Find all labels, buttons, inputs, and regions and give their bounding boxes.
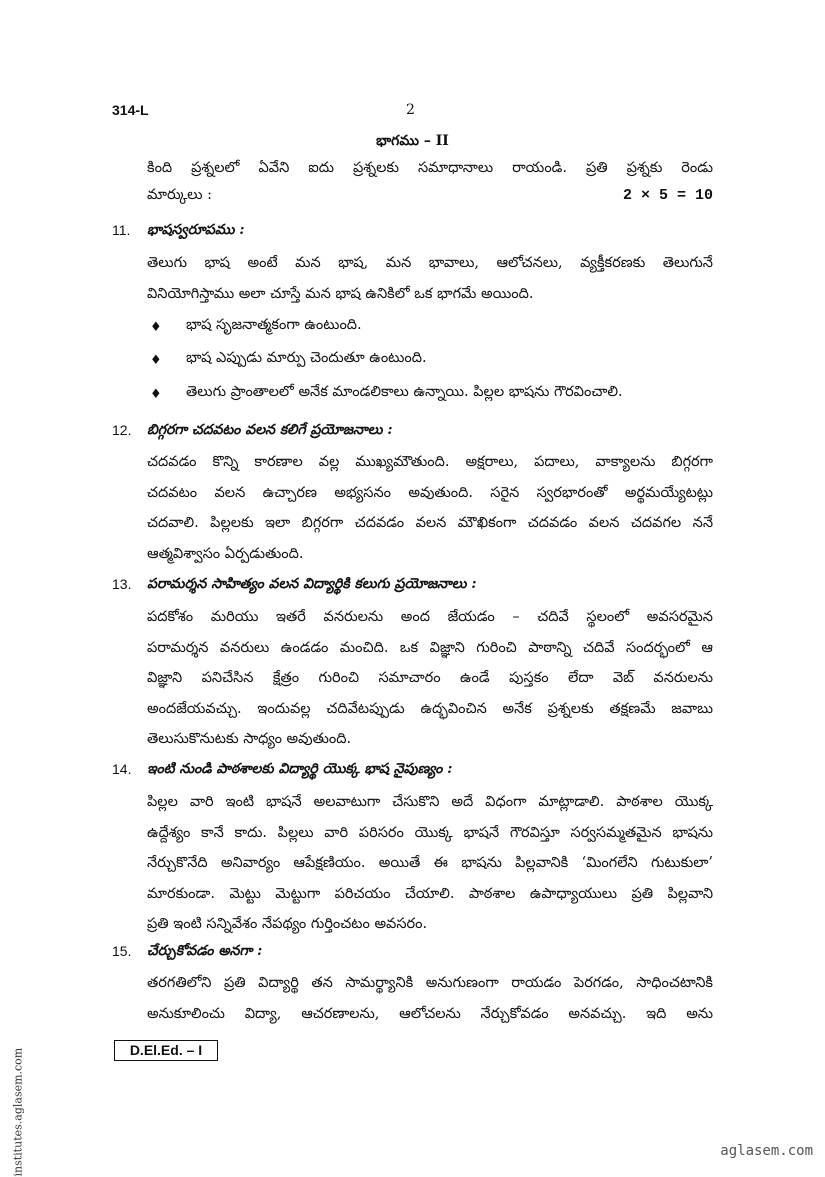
- answer-line: తెలుసుకొనుటకు సాధ్యం అవుతుంది.: [147, 731, 352, 747]
- answer-line: ఉద్దేశ్యం కానే కాదు. పిల్లలు వారి పరిసరం యొక్క భాషనే గౌరవిస్తూ సర్వసమ్మతమైన భాషను: [147, 824, 713, 841]
- answer-line: ప్రతి ఇంటి సన్నివేశం నేపథ్యం గుర్తించటం అవసరం.: [147, 916, 428, 932]
- bullet-diamond-icon: ♦: [150, 320, 162, 335]
- page-number: 2: [406, 102, 415, 118]
- answer-line: మారకుండా. మెట్టు మెట్టుగా పరిచయం చేయాలి. పాఠశాల ఉపాధ్యాయులు ప్రతి పిల్లవాని: [147, 885, 713, 902]
- answer-line: తెలుగు భాష అంటే మన భాష, మన భావాలు, ఆలోచనలు, వ్యక్తీకరణకు తెలుగునే: [147, 255, 713, 271]
- answer-paragraph: [147, 447, 713, 569]
- question-number: 11.: [112, 222, 131, 238]
- marks-formula: 2 × 5 = 10: [622, 187, 713, 204]
- bullet-diamond-icon: ♦: [150, 387, 162, 402]
- answer-line: పదకోశం మరియు ఇతరే వనరులను అంద జేయడం – చదివే స్థలంలో అవసరమైన: [147, 609, 713, 625]
- answer-paragraph: [147, 248, 713, 309]
- question-title: చేర్చుకోవడం అనగా :: [147, 943, 263, 959]
- answer-line: చదవటం వలన ఉచ్చారణ అభ్యసనం అవుతుంది. సరైన స్వరభారంతో అర్థమయ్యేటట్లు: [147, 484, 713, 501]
- answer-line: వినియోగిస్తాము అలా చూస్తే మన భాష ఉనికిలో ఒక భాగమే అయింది.: [147, 285, 534, 302]
- question-number: 12.: [112, 422, 132, 438]
- answer-paragraph: [147, 602, 713, 755]
- instructions-line-2: మార్కులు :: [147, 187, 212, 203]
- answer-line: ఆత్మవిశ్వాసం ఏర్పడుతుంది.: [147, 545, 304, 562]
- answer-line: అనుకూలించు విద్యా, ఆచరణాలను, ఆలోచలను నేర్చుకోవడం అనవచ్చు. ఇది అను: [147, 1005, 713, 1022]
- answer-line: చదవాలి. పిల్లలకు ఇలా బిగ్గరగా చదవడం వలన మౌఖికంగా చదవడం వలన చదవగల ననే: [147, 515, 713, 531]
- side-watermark: institutes.aglasem.com: [11, 1047, 25, 1177]
- bullet-text: భాష ఎప్పుడు మార్పు చెందుతూ ఉంటుంది.: [186, 350, 427, 366]
- answer-line: అందజేయవచ్చు. ఇందువల్ల చదివేటప్పుడు ఉద్భవించిన అనేక ప్రశ్నలకు తక్షణమే జవాబు: [147, 700, 713, 717]
- answer-line: పిల్లల వారి ఇంటి భాషనే అలవాటుగా చేసుకొని అదే విధంగా మాట్లాడాలి. పాఠశాల యొక్క: [147, 794, 713, 810]
- part-title: భాగము – II: [376, 133, 449, 149]
- answer-paragraph: [147, 787, 713, 940]
- question-number: 13.: [112, 576, 132, 592]
- course-label-box: D.El.Ed. – I: [114, 1040, 218, 1061]
- paper-code: 314-L: [112, 102, 149, 118]
- question-title: పరామర్శన సాహిత్యం వలన విద్యార్థికి కలుగు ప్రయోజనాలు :: [147, 576, 477, 592]
- question-number: 15.: [112, 943, 132, 959]
- answer-line: తరగతిలోని ప్రతి విద్యార్థి తన సామర్థ్యానికి అనుగుణంగా రాయడం పెరగడం, సాధించటానికి: [147, 975, 713, 991]
- question-title: బిగ్గరగా చదవటం వలన కలిగే ప్రయోజనాలు :: [147, 422, 393, 438]
- question-number: 14.: [112, 761, 132, 777]
- instructions-line-1: కింది ప్రశ్నలలో ఏవేని ఐదు ప్రశ్నలకు సమాధానాలు రాయండి. ప్రతి ప్రశ్నకు రెండు: [147, 160, 713, 176]
- answer-line: చదవడం కొన్ని కారణాల వల్ల ముఖ్యమౌతుంది. అక్షరాలు, పదాలు, వాక్యాలను బిగ్గరగా: [147, 454, 713, 470]
- bullet-diamond-icon: ♦: [150, 353, 162, 368]
- answer-line: నేర్చుకొనేది అనివార్యం ఆపేక్షణియం. అయితే ఈ భాషను పిల్లవానికి ‘మింగలేని గుటుకులా’: [147, 855, 713, 871]
- brand-watermark: aglasem.com: [720, 1143, 813, 1159]
- bullet-text: భాష సృజనాత్మకంగా ఉంటుంది.: [186, 317, 362, 333]
- question-title: ఇంటి నుండి పాఠశాలకు విద్యార్థి యొక్క భాష నైపుణ్యం :: [147, 761, 453, 777]
- bullet-text: తెలుగు ప్రాంతాలలో అనేక మాండలికాలు ఉన్నాయి. పిల్లల భాషను గౌరవించాలి.: [186, 384, 623, 400]
- question-title: భాషస్వరూపము :: [147, 222, 245, 238]
- answer-line: పరామర్శన వనరులు ఉండడం మంచిది. ఒక విజ్ఞాని గురించి పాఠాన్ని చదివే సందర్భంలో ఆ: [147, 639, 713, 656]
- answer-paragraph: [147, 968, 713, 1029]
- answer-line: విజ్ఞాని పనిచేసిన క్షేత్రం గురించి సమాచారం ఉండే పుస్తకం లేదా వెబ్ వనరులను: [147, 670, 713, 686]
